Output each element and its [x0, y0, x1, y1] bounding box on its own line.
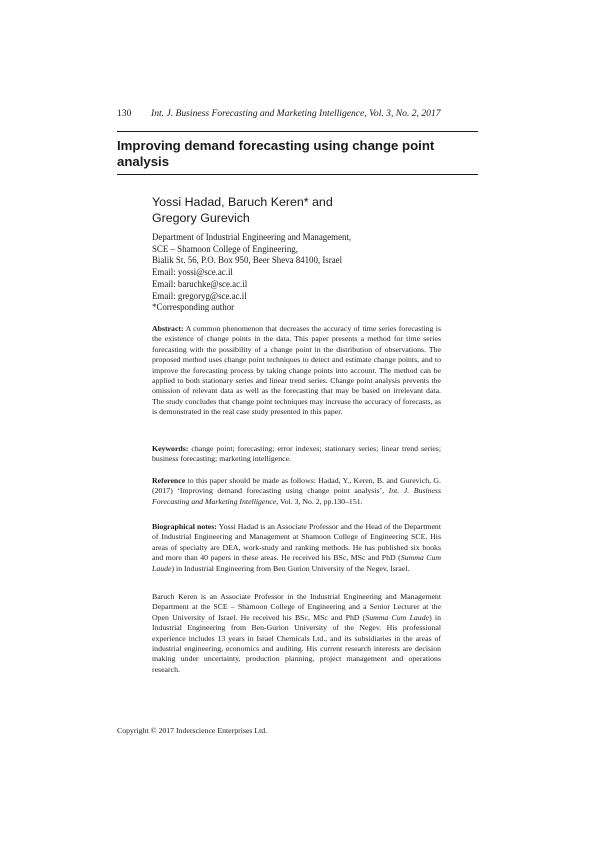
affiliation-block	[152, 232, 478, 314]
author-line: Gregory Gurevich	[152, 211, 250, 225]
title-top-rule	[117, 131, 478, 132]
abstract	[152, 324, 441, 418]
biographical-notes	[152, 522, 441, 574]
author-list	[152, 194, 478, 226]
keywords	[152, 444, 441, 465]
author-email: Email: baruchke@sce.ac.il	[152, 278, 248, 289]
affiliation-department: Department of Industrial Engineering and Management,	[152, 232, 352, 242]
page-number: 130	[117, 108, 132, 119]
reference-journal: Int. J. Business Forecasting and Marketing Intelligence	[152, 486, 441, 506]
title-bottom-rule	[117, 174, 478, 175]
bio-hadad-text: Yossi Hadad is an Associate Professor and the Head of the Department of Industrial Engineering and Management at Shamoon College of Engineering SCE. His areas of specialty are DEA, work-study and ranking methods. He has published six books and more than 40 papers in these areas. He received his BSc, MSc and PhD (	[152, 522, 441, 563]
bio-keren-text: Baruch Keren is an Associate Professor in the Industrial Engineering and Management Department at the SCE – Shamoon College of Engineering and a Senior Lecturer at the Open University of Israel. He received his BSc, MSc and PhD (	[152, 592, 441, 622]
bio-keren-honors: Summa Cum Laude	[365, 612, 430, 622]
affiliation-address: Bialik St. 56, P.O. Box 950, Beer Sheva 84100, Israel	[152, 255, 343, 266]
corresponding-author-note: *Corresponding author	[152, 302, 235, 313]
journal-citation: Int. J. Business Forecasting and Marketing Intelligence, Vol. 3, No. 2, 2017	[151, 108, 441, 119]
bio-keren-text-end: ) in Industrial Engineering from Ben-Gurion University of the Negev. His professional experience includes 13 years in Israel Chemicals Ltd., and its subsidiaries in the areas of industrial engineering, economics and auditing. His current research interests are decision making under uncertainty, production planning, project management and operations research.	[152, 612, 441, 674]
running-header	[117, 108, 477, 120]
bio-hadad-text-end: ) in Industrial Engineering from Ben Gurion University of the Negev, Israel.	[171, 563, 410, 573]
bio-hadad-honors: Summa Cum Laude	[152, 553, 441, 573]
keywords-label: Keywords:	[152, 444, 189, 453]
citation-reference	[152, 476, 441, 507]
author-line: Yossi Hadad, Baruch Keren* and	[152, 195, 333, 209]
paper-title: Improving demand forecasting using change point analysis	[117, 138, 435, 169]
reference-text: to this paper should be made as follows: Hadad, Y., Keren, B. and Gurevich, G. (2017) ‘Improving demand forecasting using change point analysis’,	[152, 476, 441, 496]
reference-volume: , Vol. 3, No. 2, pp.130–151.	[276, 496, 363, 506]
author-email: Email: gregoryg@sce.ac.il	[152, 290, 247, 301]
abstract-text: A common phenomenon that decreases the accuracy of time series forecasting is the existence of change points in the data. This paper presents a method for time series forecasting with the possibility of a change point in the distribution of observations. The proposed method uses change point techniques to detect and estimate change points, and to improve the forecasting process by taking change points into account. The method can be applied to both stationary series and linear trend series. Change point analysis prevents the omission of relevant data as well as the forecasting that may be based on irrelevant data. The study concludes that change point techniques may increase the accuracy of forecasts, as is demonstrated in the real case study presented in this paper.	[152, 324, 441, 417]
copyright-notice: Copyright © 2017 Inderscience Enterprises Ltd.	[117, 726, 268, 735]
biographical-note-keren	[152, 592, 441, 675]
keywords-text: change point; forecasting; error indexes; stationary series; linear trend series; business forecasting; marketing intelligence.	[152, 444, 441, 464]
abstract-label: Abstract:	[152, 324, 184, 333]
affiliation-college: SCE – Shamoon College of Engineering,	[152, 243, 298, 254]
bio-label: Biographical notes:	[152, 522, 217, 531]
author-email: Email: yossi@sce.ac.il	[152, 267, 233, 278]
reference-label: Reference	[152, 476, 186, 485]
